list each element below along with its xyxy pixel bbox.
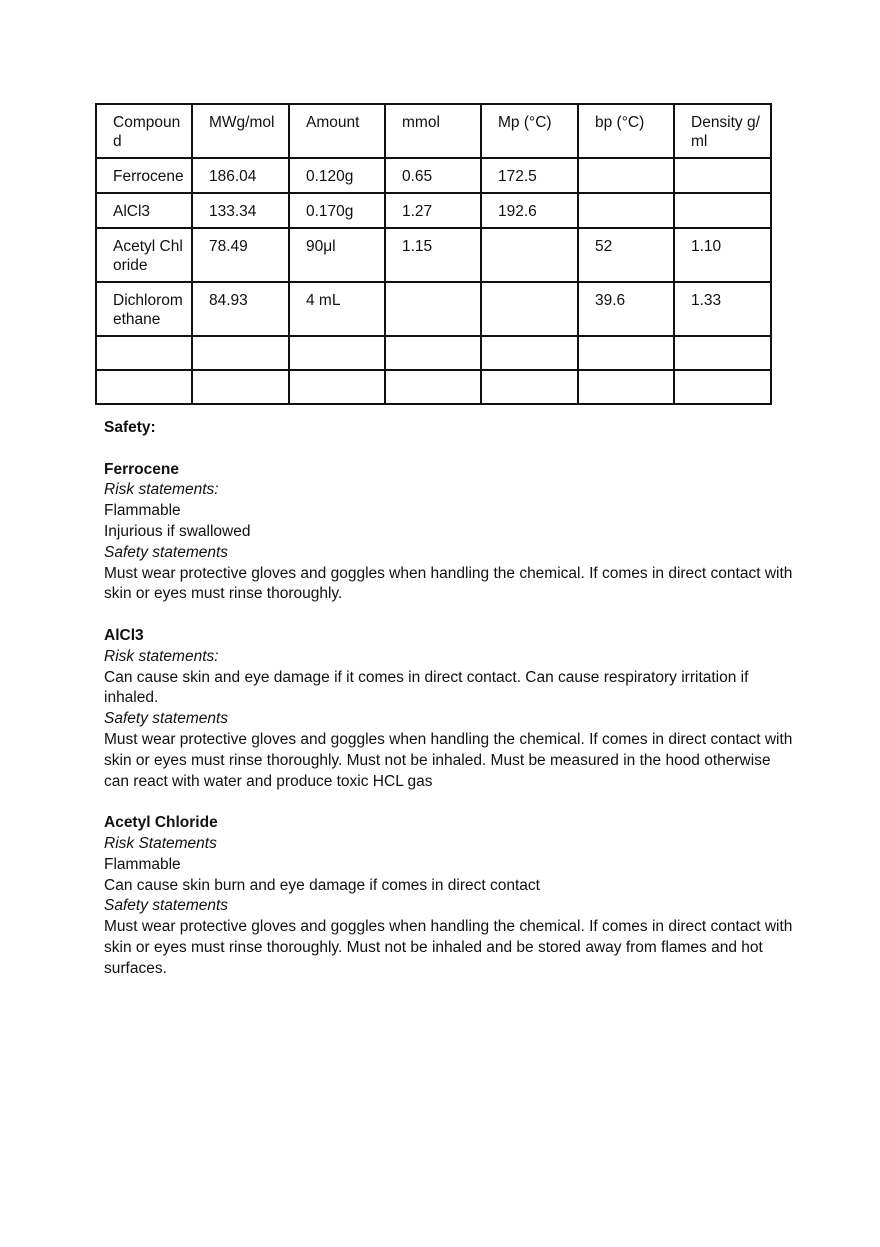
safety-label: Safety statements — [104, 543, 229, 561]
table-cell: 172.5 — [481, 158, 578, 193]
safety-text: Must wear protective gloves and goggles when handling the chemical. If comes in direct contact with skin or eyes must rinse thoroughly. Must not be inhaled and be stored away from flames and hot surfaces. — [104, 918, 793, 977]
table-cell: 186.04 — [192, 158, 289, 193]
table-cell: 192.6 — [481, 193, 578, 228]
table-cell — [674, 193, 771, 228]
table-cell — [96, 336, 192, 370]
header-cell: Mp (°C) — [481, 104, 578, 158]
risk-label: Risk Statements — [104, 834, 217, 852]
header-cell: MWg/mol — [192, 104, 289, 158]
risk-statement: Flammable — [104, 855, 181, 873]
table-row — [96, 158, 771, 193]
table-cell — [481, 282, 578, 336]
table-cell — [289, 336, 385, 370]
safety-text: Must wear protective gloves and goggles when handling the chemical. If comes in direct contact with skin or eyes must rinse thoroughly. — [104, 564, 793, 603]
risk-statement: Flammable — [104, 502, 181, 520]
table-cell: 1.27 — [385, 193, 481, 228]
table-row — [96, 228, 771, 282]
table-cell — [481, 370, 578, 404]
safety-label: Safety statements — [104, 897, 229, 915]
table-cell — [674, 336, 771, 370]
compound-title: Acetyl Chloride — [104, 814, 218, 832]
table-cell — [192, 336, 289, 370]
table-cell — [481, 336, 578, 370]
table-cell — [578, 370, 674, 404]
table-cell: 1.33 — [674, 282, 771, 336]
table-row — [96, 193, 771, 228]
table-cell — [289, 370, 385, 404]
table-cell — [385, 370, 481, 404]
table-row — [96, 282, 771, 336]
table-cell: 90μl — [289, 228, 385, 282]
table-cell: 39.6 — [578, 282, 674, 336]
risk-statement: Injurious if swallowed — [104, 522, 251, 540]
table-cell: 0.65 — [385, 158, 481, 193]
risk-statement: Can cause skin burn and eye damage if comes in direct contact — [104, 876, 540, 894]
table-header-row — [96, 104, 771, 158]
table-cell — [96, 370, 192, 404]
header-cell: mmol — [385, 104, 481, 158]
safety-block-acetyl-chloride — [104, 813, 794, 979]
table-cell: 4 mL — [289, 282, 385, 336]
risk-label: Risk statements: — [104, 647, 219, 665]
header-cell: bp (°C) — [578, 104, 674, 158]
safety-section — [104, 418, 794, 980]
table-cell: 84.93 — [192, 282, 289, 336]
table-cell: 133.34 — [192, 193, 289, 228]
table-cell — [578, 193, 674, 228]
table-cell: 52 — [578, 228, 674, 282]
reagent-table — [95, 103, 772, 405]
table-row — [96, 370, 771, 404]
safety-block-ferrocene — [104, 460, 794, 606]
header-cell: Compound — [96, 104, 192, 158]
table-row — [96, 336, 771, 370]
table-cell — [578, 336, 674, 370]
table-cell — [674, 370, 771, 404]
table-cell: 0.120g — [289, 158, 385, 193]
table-cell: Dichloromethane — [96, 282, 192, 336]
compound-title: AlCl3 — [104, 626, 144, 644]
safety-text: Must wear protective gloves and goggles when handling the chemical. If comes in direct contact with skin or eyes must rinse thoroughly. Must not be inhaled. Must be measured in the hood otherwise can react with water and produce toxic HCL gas — [104, 730, 793, 790]
table-cell — [192, 370, 289, 404]
risk-label: Risk statements: — [104, 481, 219, 499]
table-cell: AlCl3 — [96, 193, 192, 228]
table-cell — [385, 282, 481, 336]
safety-label: Safety statements — [104, 710, 229, 728]
table-cell — [481, 228, 578, 282]
header-cell: Density g/ml — [674, 104, 771, 158]
compound-title: Ferrocene — [104, 460, 179, 478]
table-cell: 1.15 — [385, 228, 481, 282]
safety-block-alcl3 — [104, 626, 794, 792]
table-cell: Acetyl Chloride — [96, 228, 192, 282]
table-cell: 1.10 — [674, 228, 771, 282]
table-cell: 0.170g — [289, 193, 385, 228]
header-cell: Amount — [289, 104, 385, 158]
risk-statement: Can cause skin and eye damage if it comes in direct contact. Can cause respiratory irritation if inhaled. — [104, 668, 749, 707]
table-cell — [385, 336, 481, 370]
table-cell — [578, 158, 674, 193]
table-cell — [674, 158, 771, 193]
safety-heading: Safety: — [104, 419, 156, 436]
table-cell: 78.49 — [192, 228, 289, 282]
table-cell: Ferrocene — [96, 158, 192, 193]
